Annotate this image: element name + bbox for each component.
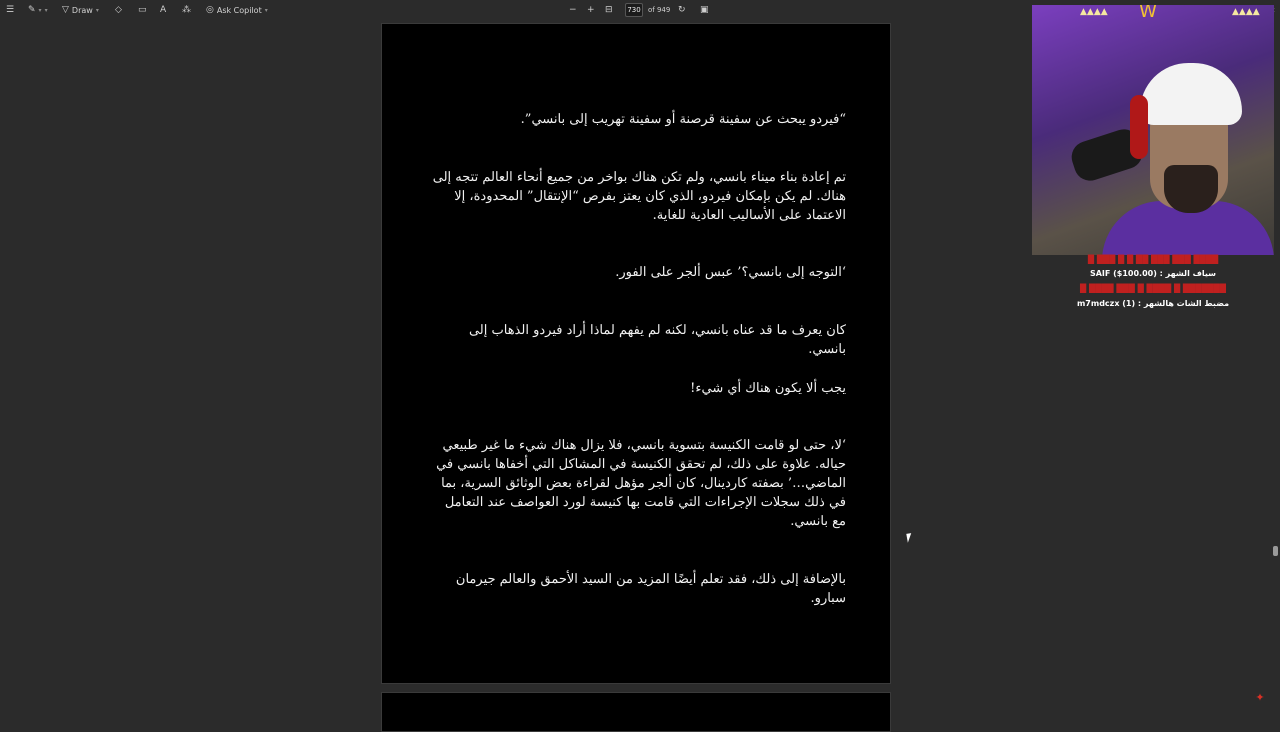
document-page xyxy=(381,23,891,684)
zoom-out-button[interactable] xyxy=(569,3,577,17)
decor-pattern-icon: ▲▲▲▲ xyxy=(1080,7,1108,17)
draw-button[interactable] xyxy=(62,3,99,17)
zoom-out-icon: − xyxy=(569,5,577,15)
paragraph: كان يعرف ما قد عناه بانسي، لكنه لم يفهم لماذا أراد فيردو الذهاب إلى بانسي. xyxy=(468,323,846,357)
paragraph: ‘لا، حتى لو قامت الكنيسة بتسوية بانسي، فلا يزال هناك شيء ما غير طبيعي حياله. علاوة على ذلك، لم تحقق الكنيسة في المشاكل التي أخفاها بانسي في الماضي…’ بصفته كاردينال، كان ألجر مؤهل لقراءة بعض الوثائق السرية، بما في ذلك سجلات الإجراءات التي قامت بها كنيسة لورد العواصف عند التعامل مع بانسي. xyxy=(436,438,846,529)
read-aloud-icon: A xyxy=(160,5,167,15)
overlay-line: ████ ███ ███ ██ █ █ ███ █ xyxy=(1087,255,1219,264)
translate-button[interactable] xyxy=(182,3,191,17)
erase-button[interactable] xyxy=(115,3,122,17)
pdf-icon: ✦ xyxy=(1255,691,1265,704)
overlay-top-donor: سياف الشهر : SAIF ($100.00) xyxy=(1089,269,1217,278)
eraser-icon: ◇ xyxy=(115,5,122,15)
overlay-line: ███████ █ ████ █ ███ ████ █ xyxy=(1080,284,1226,293)
fit-page-icon: ⊟ xyxy=(605,5,613,15)
channel-logo-icon: W xyxy=(1139,5,1157,22)
mouse-cursor-icon xyxy=(906,532,917,543)
paragraph: “فيردو يبحث عن سفينة قرصنة أو سفينة تهريب إلى بانسي”. xyxy=(520,112,846,127)
page-number-input[interactable]: 730 xyxy=(625,3,643,17)
rotate-button[interactable] xyxy=(678,3,686,17)
zoom-in-icon: + xyxy=(587,5,595,15)
decor-pattern-icon: ▲▲▲▲ xyxy=(1232,7,1260,17)
draw-icon: ▽ xyxy=(62,5,69,15)
chevron-down-icon: ▾ xyxy=(38,6,42,14)
ask-copilot-button[interactable] xyxy=(206,3,268,17)
fit-page-button[interactable] xyxy=(605,3,613,17)
translate-icon: ⁂ xyxy=(182,5,191,15)
rotate-icon: ↻ xyxy=(678,5,686,15)
scrollbar-thumb[interactable] xyxy=(1273,546,1278,556)
draw-label: Draw xyxy=(71,5,93,15)
ask-copilot-label: Ask Copilot xyxy=(216,5,262,15)
streamer-beard xyxy=(1164,165,1218,213)
text-box-icon: ▭ xyxy=(138,5,147,15)
contents-button[interactable] xyxy=(6,3,14,17)
text-box-button[interactable] xyxy=(138,3,147,17)
page-view-button[interactable] xyxy=(700,3,709,17)
chevron-down-icon: ▾ xyxy=(44,6,48,14)
paragraph: ‘التوجه إلى بانسي؟’ عبس ألجر على الفور. xyxy=(615,265,846,280)
total-pages: of 949 xyxy=(648,6,671,14)
paragraph: تم إعادة بناء ميناء بانسي، ولم تكن هناك بواخر من جميع أنحاء العالم تتجه إلى هناك. لم يكن بإمكان فيردو، الذي كان يعتز بفرص “الإنتقال” المحدودة، إلا الاعتماد على الأساليب العادية للغاية. xyxy=(432,170,846,223)
webcam-overlay xyxy=(1032,5,1274,255)
paragraph: بالإضافة إلى ذلك، فقد تعلم أيضًا المزيد من السيد الأحمق والعالم جيرمان سبارو. xyxy=(455,572,846,606)
page-view-icon: ▣ xyxy=(700,5,709,15)
chevron-down-icon: ▾ xyxy=(95,6,99,14)
chevron-down-icon: ▾ xyxy=(264,6,268,14)
overlay-chat-moderator: مضبط الشات هالشهر : m7mdczx (1) xyxy=(1076,299,1230,308)
next-document-page xyxy=(381,692,891,732)
paragraph: يجب ألا يكون هناك أي شيء! xyxy=(690,381,846,396)
headset-icon xyxy=(1130,95,1148,159)
zoom-in-button[interactable] xyxy=(587,3,595,17)
highlight-button[interactable] xyxy=(28,3,48,17)
copilot-icon: ◎ xyxy=(206,5,214,15)
highlight-icon: ✎ xyxy=(28,5,36,15)
list-icon: ☰ xyxy=(6,5,15,15)
read-aloud-button[interactable] xyxy=(160,3,166,17)
